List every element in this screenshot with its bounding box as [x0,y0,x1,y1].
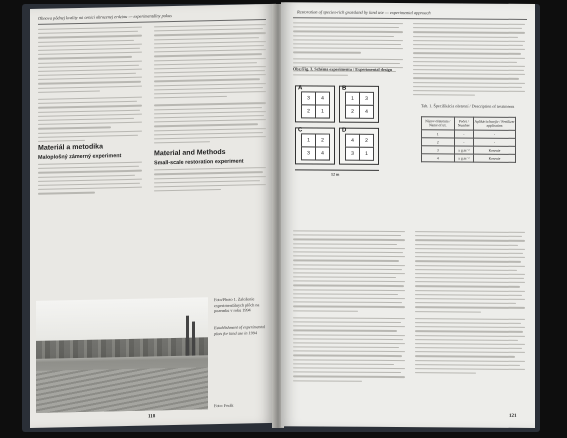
scheme-caption: Obr./Fig. 3. Schéma experimentu / Experimental design [293,66,393,73]
table-row: 3 x g.m⁻² Kosenie [422,146,516,155]
subheading-experiment-sk: Maloplošný zámerný experiment [38,153,122,161]
photo-caption-en: Establishment of experimental plots for land use in 1994 [214,324,265,336]
plot-d: D 4 2 3 1 [339,128,379,165]
page-number-left: 118 [148,414,156,420]
plot-b: B 1 3 2 4 [339,86,379,123]
plot-c: C 1 2 3 4 [295,127,335,164]
header-rule [293,17,527,19]
experiment-scheme [291,75,386,186]
running-head-right: Restoration of species-rich grassland by land use — experimental approach [297,9,431,16]
right-column-2-lower [415,231,525,377]
table-row: 2 - - [422,138,516,147]
table-caption: Tab. 1. Špecifikácia ošetrení / Description of treatments [421,103,515,109]
scale-bar [295,169,379,170]
plot-label: B [342,85,347,92]
left-page [30,4,276,428]
treatments-table [421,116,516,163]
table-row: 4 x g.m⁻² Kosenie [422,154,516,163]
field-photo [36,297,208,413]
table-row: 1 - - [422,130,516,139]
running-head-left: Obnova pôdnej kvality na ornici ohrozenej eróziou — experimentálny pokus [38,13,172,21]
table-header-row: Názov ošetrenia / Name of trt. Počet / Number Aplikácia hnojív / Fertilizer application [422,117,516,131]
right-page [281,2,535,428]
plot-label: C [298,127,303,134]
plot-a: A 3 4 2 1 [295,85,335,122]
right-column-2-text [413,23,525,99]
heading-methods-sk: Materiál a metodika [38,143,103,152]
plot-label: A [298,85,303,92]
page-number-right: 121 [509,413,517,419]
plot-label: D [342,127,347,134]
left-column-2 [154,24,266,195]
subheading-experiment-en: Small-scale restoration experiment [154,158,244,167]
right-column-1-lower [293,230,405,385]
photo-caption-sk: Foto/Photo 1. Založenie experimentálnych plôch na pozemku v roku 1994 [214,296,260,314]
photo-credit: Foto: Ferák [214,402,234,409]
left-column-1 [38,27,142,198]
heading-methods-en: Material and Methods [154,149,226,158]
scale-label: 12 m [331,171,340,177]
